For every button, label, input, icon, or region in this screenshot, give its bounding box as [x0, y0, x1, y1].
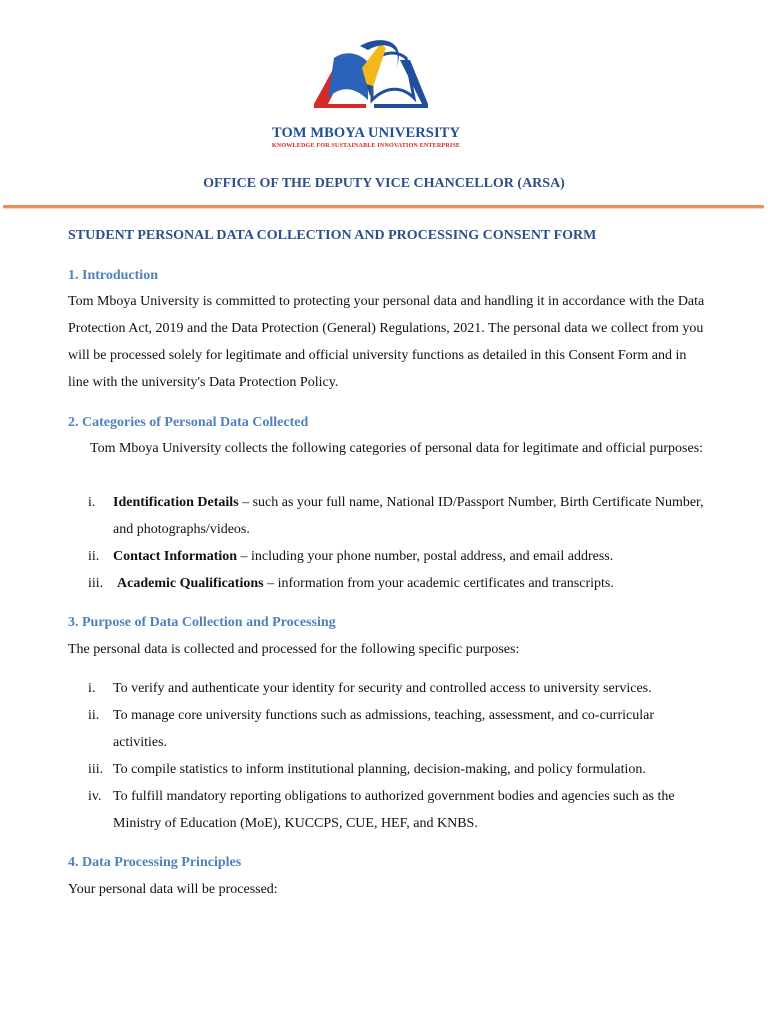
list-item [68, 675, 708, 702]
introduction-paragraph: Tom Mboya University is committed to protecting your personal data and handling it in accordance with the Data Protection Act, 2019 and the Data Protection (General) Regulations, 2021. The personal data we collect from you will be processed solely for legitimate and official university functions as detailed in this Consent Form and in line with the university's Data Protection Policy. [68, 294, 705, 390]
list-item-title: Contact Information [113, 549, 238, 564]
purpose-list [68, 675, 708, 837]
office-title: OFFICE OF THE DEPUTY VICE CHANCELLOR (ARSA) [203, 176, 565, 191]
list-item [68, 543, 708, 570]
list-item-text: To fulfill mandatory reporting obligations to authorized government bodies and agencies such as the Ministry of Education (MoE), KUCCPS, CUE, HEF, and KNBS. [113, 789, 675, 831]
list-item [68, 756, 708, 783]
principles-intro: Your personal data will be processed: [68, 882, 278, 897]
header-divider [3, 205, 764, 208]
university-logo [0, 38, 768, 114]
list-item-title: Academic Qualifications [117, 576, 264, 591]
list-item [68, 702, 708, 756]
section-heading-principles: 4. Data Processing Principles [68, 855, 242, 870]
list-number: iii. [88, 576, 104, 591]
categories-intro: Tom Mboya University collects the following categories of personal data for legitimate and official purposes: [90, 441, 704, 456]
list-item-text: – information from your academic certificates and transcripts. [263, 576, 614, 591]
categories-list [68, 489, 708, 597]
list-item-text: – such as your full name, National ID/Passport Number, Birth Certificate Number, and photographs/videos. [113, 495, 704, 537]
list-item [68, 570, 708, 597]
form-title: STUDENT PERSONAL DATA COLLECTION AND PROCESSING CONSENT FORM [68, 228, 597, 243]
list-item-text: – including your phone number, postal address, and email address. [237, 549, 614, 564]
list-item [68, 489, 708, 543]
purpose-intro: The personal data is collected and processed for the following specific purposes: [68, 642, 520, 657]
list-item [68, 783, 708, 837]
list-number: iii. [88, 762, 104, 777]
section-heading-categories: 2. Categories of Personal Data Collected [68, 415, 309, 430]
university-name: TOM MBOYA UNIVERSITY [271, 125, 461, 141]
section-heading-introduction: 1. Introduction [68, 268, 158, 283]
list-item-text: To verify and authenticate your identity for security and controlled access to university services. [113, 681, 652, 696]
list-item-title: Identification Details [113, 495, 239, 510]
list-number: ii. [88, 549, 100, 564]
open-book-pen-icon [310, 38, 430, 114]
list-item-text: To manage core university functions such as admissions, teaching, assessment, and co-curricular activities. [113, 708, 654, 750]
list-item-text: To compile statistics to inform institutional planning, decision-making, and policy formulation. [113, 762, 646, 777]
list-number: ii. [88, 708, 100, 723]
list-number: i. [88, 681, 96, 696]
section-heading-purpose: 3. Purpose of Data Collection and Processing [68, 615, 336, 630]
university-tagline: KNOWLEDGE FOR SUSTAINABLE INNOVATION ENTERPRISE [271, 142, 461, 149]
list-number: i. [88, 495, 96, 510]
list-number: iv. [88, 789, 102, 804]
